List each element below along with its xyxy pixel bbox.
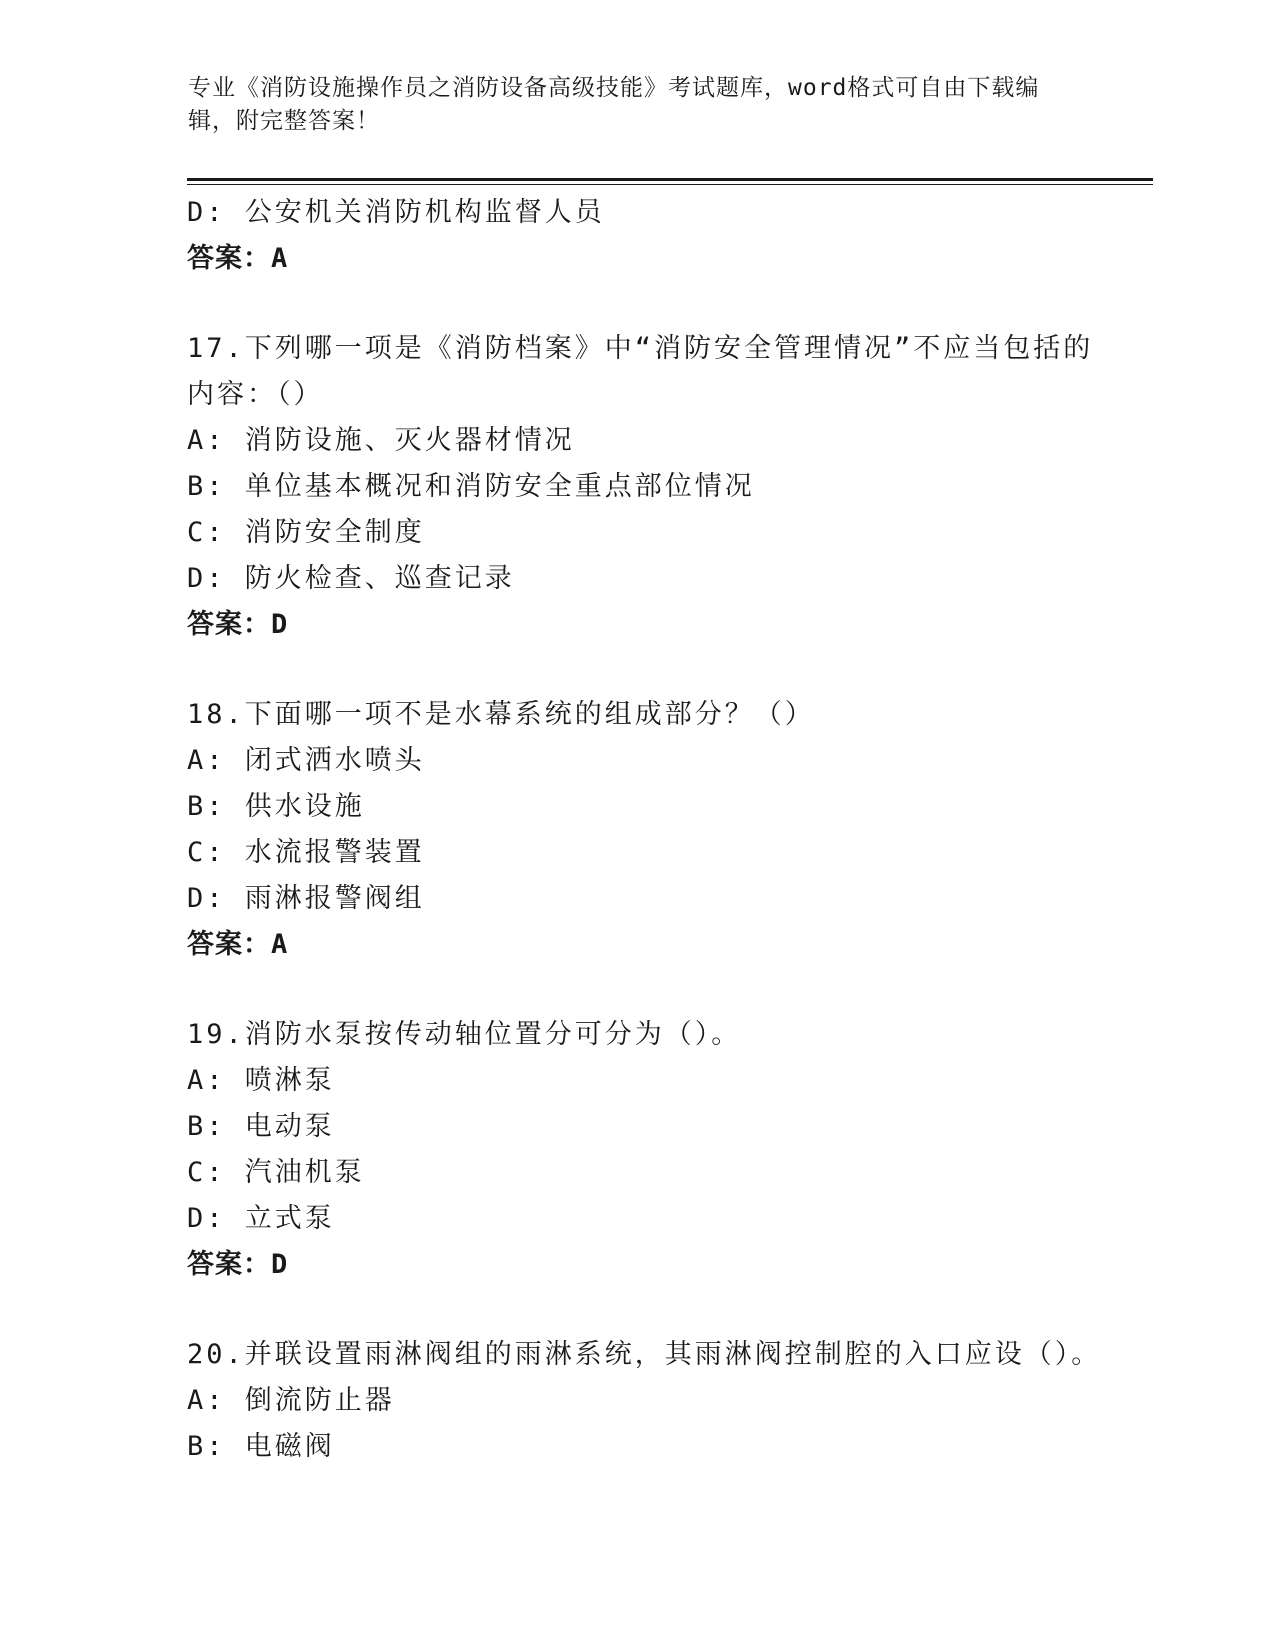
header-divider-thick [187, 178, 1153, 181]
header-divider-thin [187, 184, 1153, 185]
option-d: D: 公安机关消防机构监督人员 [187, 197, 605, 228]
answer-line: 答案：A [187, 243, 289, 274]
question-list [187, 190, 1147, 1470]
option-c: C: 水流报警装置 [187, 837, 425, 868]
question-16-tail [187, 190, 1147, 282]
question-stem: 20.并联设置雨淋阀组的雨淋系统，其雨淋阀控制腔的入口应设（）。 [187, 1339, 1102, 1370]
option-a: A: 倒流防止器 [187, 1385, 395, 1416]
option-c: C: 汽油机泵 [187, 1157, 365, 1188]
option-b: B: 单位基本概况和消防安全重点部位情况 [187, 471, 755, 502]
option-b: B: 供水设施 [187, 791, 365, 822]
answer-line: 答案：A [187, 929, 289, 960]
document-header [188, 72, 1088, 138]
question-stem: 17.下列哪一项是《消防档案》中“消防安全管理情况”不应当包括的 [187, 333, 1094, 364]
question-18 [187, 692, 1147, 968]
option-d: D: 防火检查、巡查记录 [187, 563, 515, 594]
header-line-2: 辑，附完整答案！ [188, 108, 380, 134]
answer-line: 答案：D [187, 1249, 289, 1280]
option-d: D: 雨淋报警阀组 [187, 883, 425, 914]
header-line-1: 专业《消防设施操作员之消防设备高级技能》考试题库，word格式可自由下载编 [188, 75, 1040, 101]
question-20 [187, 1332, 1147, 1470]
option-a: A: 喷淋泵 [187, 1065, 335, 1096]
option-a: A: 消防设施、灭火器材情况 [187, 425, 575, 456]
option-d: D: 立式泵 [187, 1203, 335, 1234]
question-stem: 18.下面哪一项不是水幕系统的组成部分？（） [187, 699, 815, 730]
question-stem: 内容：（） [187, 379, 324, 410]
question-17 [187, 326, 1147, 648]
option-b: B: 电磁阀 [187, 1431, 335, 1462]
question-19 [187, 1012, 1147, 1288]
option-c: C: 消防安全制度 [187, 517, 425, 548]
option-a: A: 闭式洒水喷头 [187, 745, 425, 776]
answer-line: 答案：D [187, 609, 289, 640]
question-stem: 19.消防水泵按传动轴位置分可分为（）。 [187, 1019, 742, 1050]
option-b: B: 电动泵 [187, 1111, 335, 1142]
